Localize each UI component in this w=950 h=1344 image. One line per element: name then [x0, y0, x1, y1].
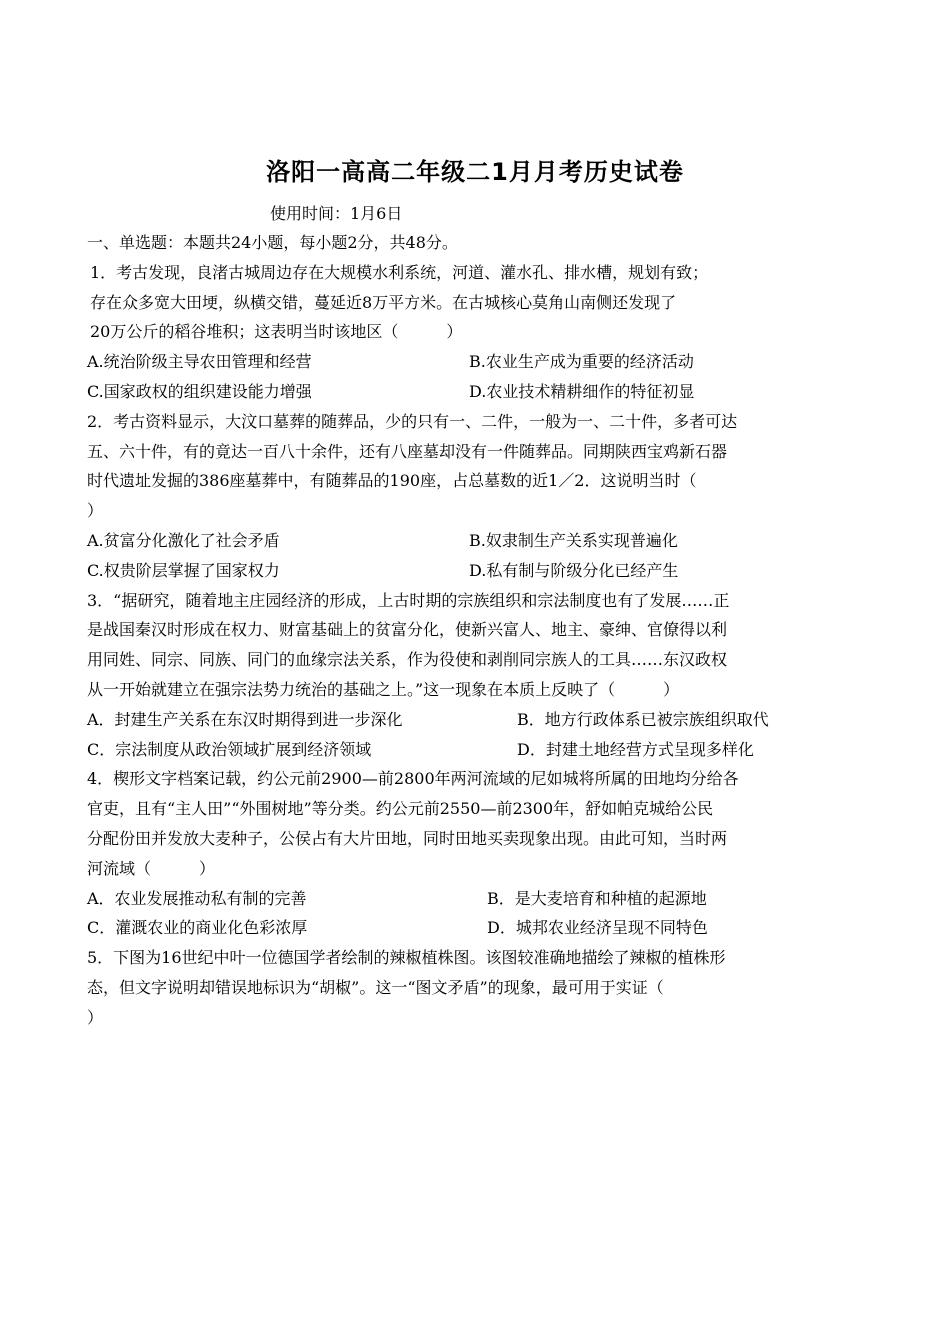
question-text-line: 2．考古资料显示，大汶口墓葬的随葬品，少的只有一、二件，一般为一、二十件，多者可达 — [87, 411, 738, 431]
option-row — [87, 884, 865, 914]
option-row — [87, 377, 865, 407]
question-2 — [87, 407, 865, 586]
question-text-line: 20万公斤的稻谷堆积；这表明当时该地区（ ） — [90, 322, 463, 342]
question-text-line: ） — [87, 1007, 104, 1027]
question-text-line: 是战国秦汉时形成在权力、财富基础上的贫富分化，使新兴富人、地主、豪绅、官僚得以利 — [87, 620, 728, 640]
question-text-line: 河流域（ ） — [87, 858, 216, 878]
question-text-line: 态，但文字说明却错误地标识为“胡椒”。这一“图文矛盾”的现象，最可用于实证（ — [87, 977, 664, 997]
question-text-line: 从一开始就建立在强宗法势力统治的基础之上。”这一现象在本质上反映了（ ） — [87, 679, 680, 699]
option-a[interactable]: A.统治阶级主导农田管理和经营 — [87, 352, 312, 372]
option-row — [87, 735, 865, 765]
option-row — [87, 556, 865, 586]
option-a[interactable]: A.贫富分化激化了社会矛盾 — [87, 530, 280, 550]
question-text-line: ） — [87, 501, 104, 521]
question-text-line: 4．楔形文字档案记载，约公元前2900—前2800年两河流域的尼如城将所属的田地均分给各 — [87, 769, 739, 789]
question-text-line: 时代遗址发掘的386座墓葬中，有随葬品的190座，占总墓数的近1／2．这说明当时（ — [87, 471, 697, 491]
option-row — [87, 913, 865, 943]
question-text-line: 1．考古发现，良渚古城周边存在大规模水利系统，河道、灌水孔、排水槽，规划有致； — [90, 262, 709, 282]
question-text-line: 分配份田并发放大麦种子，公侯占有大片田地，同时田地买卖现象出现。由此可知，当时两 — [87, 828, 728, 848]
question-5 — [87, 943, 865, 1032]
option-b[interactable]: B.农业生产成为重要的经济活动 — [469, 352, 694, 372]
option-d[interactable]: D.私有制与阶级分化已经产生 — [469, 560, 679, 580]
option-b[interactable]: B．地方行政体系已被宗族组织取代 — [517, 709, 769, 729]
option-c[interactable]: C.国家政权的组织建设能力增强 — [87, 381, 312, 401]
option-a[interactable]: A．农业发展推动私有制的完善 — [87, 888, 307, 908]
question-4 — [87, 764, 865, 943]
option-b[interactable]: B.奴隶制生产关系实现普遍化 — [469, 530, 678, 550]
option-row — [87, 347, 865, 377]
option-c[interactable]: C．宗法制度从政治领域扩展到经济领域 — [87, 739, 372, 759]
option-d[interactable]: D．城邦农业经济呈现不同特色 — [487, 918, 708, 938]
option-c[interactable]: C.权贵阶层掌握了国家权力 — [87, 560, 280, 580]
option-row — [87, 705, 865, 735]
question-text-line: 3．“据研究，随着地主庄园经济的形成，上古时期的宗族组织和宗法制度也有了发展……正 — [87, 590, 730, 610]
option-c[interactable]: C．灌溉农业的商业化色彩浓厚 — [87, 918, 308, 938]
option-d[interactable]: D.农业技术精耕细作的特征初显 — [469, 381, 695, 401]
question-1 — [87, 258, 865, 407]
question-text-line: 存在众多宽大田埂，纵横交错，蔓延近8万平方米。在古城核心莫角山南侧还发现了 — [90, 292, 677, 312]
question-text-line: 官吏，且有“主人田”“外围树地”等分类。约公元前2550—前2300年，舒如帕克城给公民 — [87, 799, 714, 819]
question-text-line: 5．下图为16世纪中叶一位德国学者绘制的辣椒植株图。该图较准确地描绘了辣椒的植株形 — [87, 948, 726, 968]
exam-title: 洛阳一高高二年级二1月月考历史试卷 — [266, 158, 684, 186]
question-3 — [87, 586, 865, 765]
option-b[interactable]: B．是大麦培育和种植的起源地 — [487, 888, 707, 908]
question-text-line: 五、六十件，有的竟达一百八十余件，还有八座墓却没有一件随葬品。同期陕西宝鸡新石器 — [87, 441, 728, 461]
section-heading: 一、单选题：本题共24小题，每小题2分，共48分。 — [87, 233, 458, 252]
option-d[interactable]: D．封建土地经营方式呈现多样化 — [517, 739, 754, 759]
question-text-line: 用同姓、同宗、同族、同门的血缘宗法关系，作为役使和剥削同宗族人的工具……东汉政权 — [87, 650, 728, 670]
option-a[interactable]: A．封建生产关系在东汉时期得到进一步深化 — [87, 709, 403, 729]
option-row — [87, 526, 865, 556]
usage-time: 使用时间：1月6日 — [270, 204, 403, 223]
exam-content — [87, 228, 865, 1033]
